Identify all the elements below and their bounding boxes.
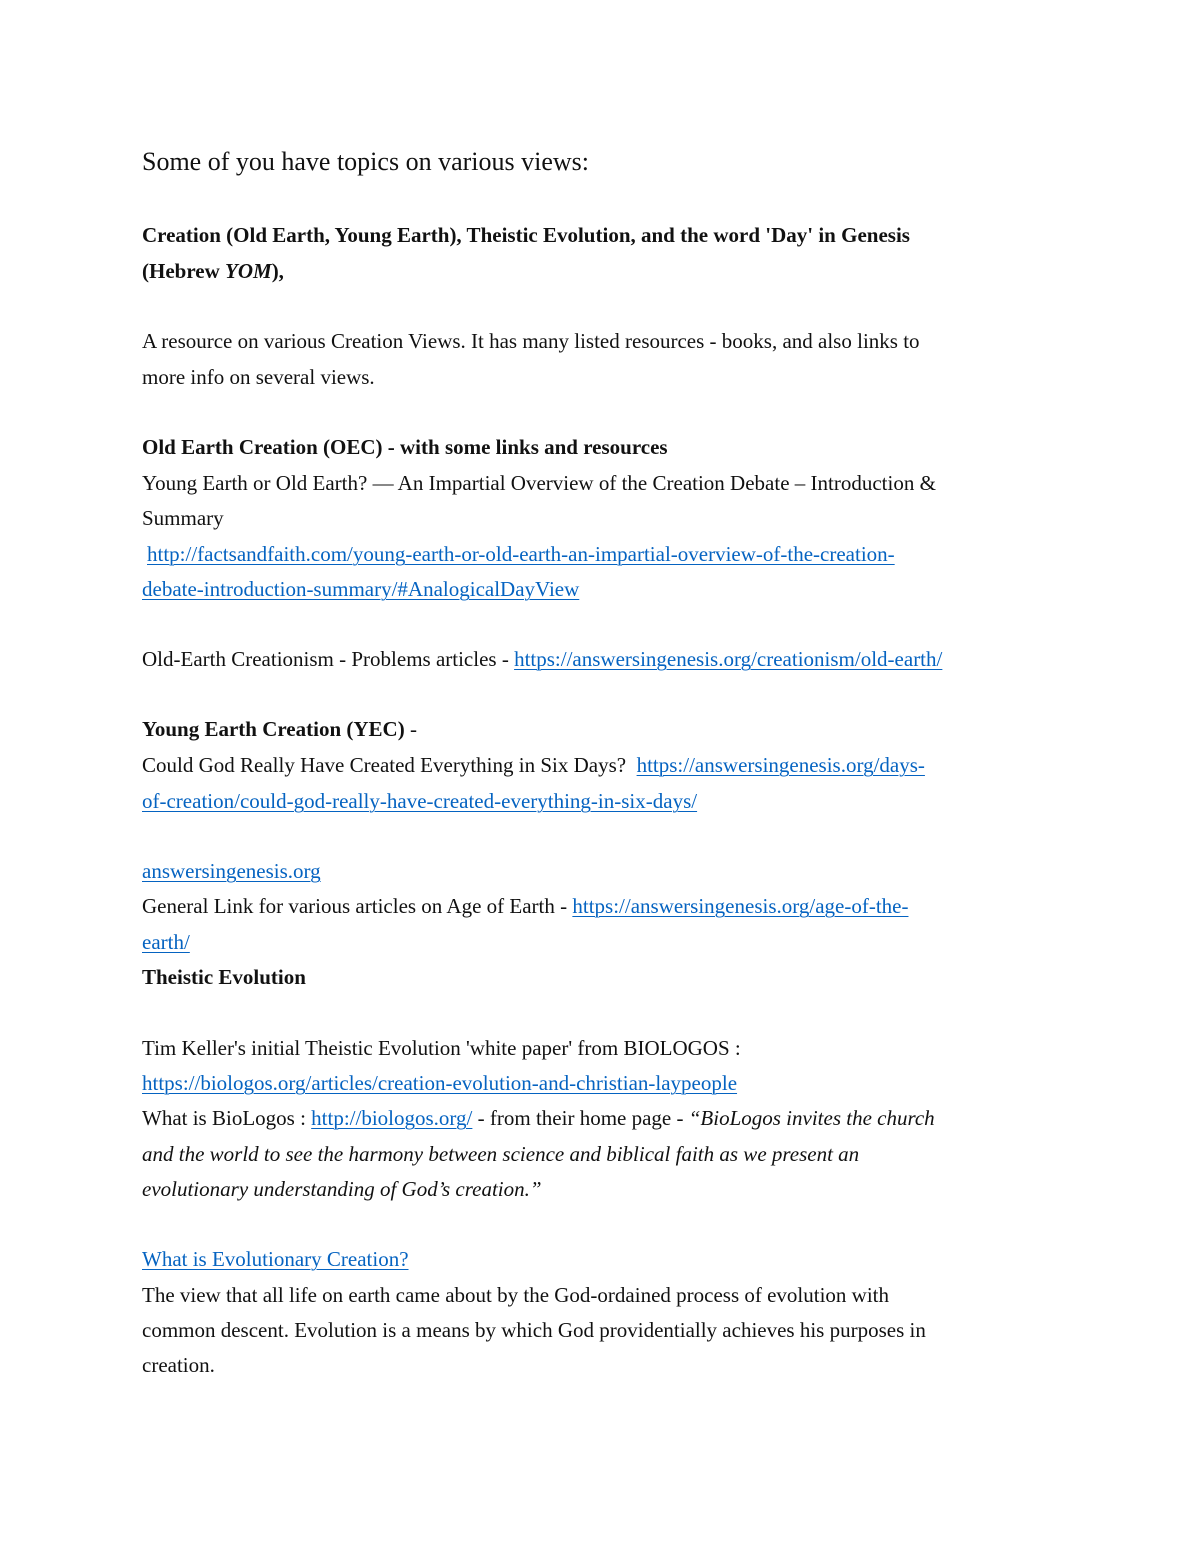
biologos-label: What is BioLogos : bbox=[142, 1106, 312, 1130]
ec-text-line3: creation. bbox=[142, 1353, 215, 1377]
oec-heading: Old Earth Creation (OEC) - with some links and resources bbox=[142, 435, 668, 459]
yec-heading: Young Earth Creation (YEC) bbox=[142, 717, 405, 741]
keller-link-wrap bbox=[142, 1070, 737, 1096]
biologos-line bbox=[142, 1105, 935, 1131]
age-of-earth-link-continued[interactable]: earth/ bbox=[142, 930, 190, 954]
oec-problems-label: Old-Earth Creationism - Problems articles - bbox=[142, 647, 515, 671]
age-of-earth-link[interactable]: https://answersingenesis.org/age-of-the- bbox=[572, 894, 909, 918]
yec-question: Could God Really Have Created Everything in Six Days? bbox=[142, 753, 637, 777]
biologos-quote-line3: evolutionary understanding of God’s creation.” bbox=[142, 1177, 542, 1201]
evolutionary-creation-link[interactable]: What is Evolutionary Creation? bbox=[142, 1247, 409, 1271]
oec-title-line1: Young Earth or Old Earth? — An Impartial Overview of the Creation Debate – Introduction & bbox=[142, 471, 936, 495]
te-heading: Theistic Evolution bbox=[142, 965, 306, 989]
answersingenesis-link[interactable]: answersingenesis.org bbox=[142, 859, 321, 883]
six-days-link-continued[interactable]: of-creation/could-god-really-have-created-everything-in-six-days/ bbox=[142, 789, 698, 813]
age-of-earth-line bbox=[142, 893, 908, 919]
aig-site-wrap bbox=[142, 858, 321, 884]
oec-title-line2: Summary bbox=[142, 506, 224, 530]
old-earth-problems-link[interactable]: https://answersingenesis.org/creationism/old-earth/ bbox=[514, 647, 943, 671]
creation-heading-prefix: (Hebrew bbox=[142, 259, 226, 283]
yec-heading-line bbox=[142, 716, 417, 742]
ec-text-line1: The view that all life on earth came about by the God-ordained process of evolution with bbox=[142, 1283, 890, 1307]
oec-problems-line bbox=[142, 646, 942, 672]
creation-heading-suffix: ), bbox=[271, 259, 284, 283]
biologos-quote-start: “BioLogos invites the church bbox=[688, 1106, 935, 1130]
oec-link-line1-wrap bbox=[147, 541, 895, 567]
resource-intro-line2: more info on several views. bbox=[142, 365, 375, 389]
biologos-link[interactable]: http://biologos.org/ bbox=[311, 1106, 473, 1130]
age-of-earth-link-line2-wrap bbox=[142, 929, 190, 955]
biologos-mid: - from their home page - bbox=[472, 1106, 689, 1130]
creation-heading-line2 bbox=[142, 258, 284, 284]
intro-text: Some of you have topics on various views: bbox=[142, 147, 589, 176]
keller-text: Tim Keller's initial Theistic Evolution 'white paper' from BIOLOGOS : bbox=[142, 1036, 741, 1060]
factsandfaith-link[interactable]: http://factsandfaith.com/young-earth-or-old-earth-an-impartial-overview-of-the-creation- bbox=[147, 542, 895, 566]
resource-intro-line1: A resource on various Creation Views. It has many listed resources - books, and also links to bbox=[142, 329, 920, 353]
creation-heading-yom: YOM bbox=[225, 259, 272, 283]
age-of-earth-label: General Link for various articles on Age of Earth - bbox=[142, 894, 573, 918]
yec-question-line bbox=[142, 752, 925, 778]
biologos-quote-line2: and the world to see the harmony between science and biblical faith as we present an bbox=[142, 1142, 860, 1166]
keller-white-paper-link[interactable]: https://biologos.org/articles/creation-evolution-and-christian-laypeople bbox=[142, 1071, 738, 1095]
yec-heading-suffix: - bbox=[404, 717, 417, 741]
ec-link-wrap bbox=[142, 1246, 409, 1272]
six-days-link[interactable]: https://answersingenesis.org/days- bbox=[636, 753, 925, 777]
ec-text-line2: common descent. Evolution is a means by which God providentially achieves his purposes in bbox=[142, 1318, 926, 1342]
creation-heading-line1: Creation (Old Earth, Young Earth), Theistic Evolution, and the word 'Day' in Genesis bbox=[142, 223, 910, 247]
yec-link-line2-wrap bbox=[142, 788, 697, 814]
oec-link-line2-wrap bbox=[142, 576, 579, 602]
factsandfaith-link-continued[interactable]: debate-introduction-summary/#AnalogicalDayView bbox=[142, 577, 580, 601]
